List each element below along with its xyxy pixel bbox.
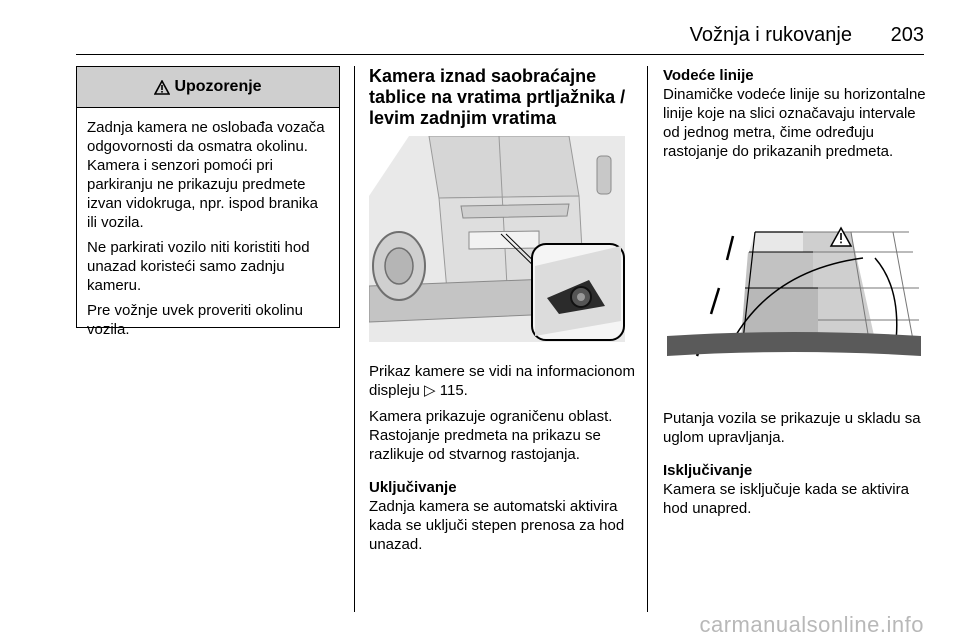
column-divider-1 [354, 66, 355, 612]
column-2-text [369, 362, 639, 554]
warning-paragraph-1: Zadnja kamera ne oslobađa vozača odgovornosti da osmatra okolinu. Kamera i senzori pomoći pri parkiranju ne prikazuju predmete izvan vidokruga, npr. ispod branika ili vozila. [87, 119, 325, 231]
page-ref-arrow-icon: ▷ [424, 382, 436, 399]
column-2 [369, 66, 639, 129]
warning-header [77, 67, 339, 108]
chapter-title: Vožnja i rukovanje [689, 24, 852, 46]
warning-triangle-icon [154, 80, 170, 95]
camera-display-text: Prikaz kamere se vidi na informacionom displeju ▷ 115. [369, 363, 635, 399]
page-header [0, 0, 960, 56]
column-3-text [663, 409, 933, 518]
warning-paragraph-2: Ne parkirati vozilo niti koristiti hod unazad koristeći samo zadnju kameru. [87, 239, 310, 294]
column-divider-2 [647, 66, 648, 612]
deactivation-subheading: Isključivanje [663, 462, 753, 479]
rear-camera-illustration [369, 136, 625, 342]
camera-display-illustration [663, 210, 925, 392]
column-3 [663, 66, 933, 161]
trajectory-text: Putanja vozila se prikazuje u skladu sa uglom upravljanja. [663, 410, 921, 446]
deactivation-text: Kamera se isključuje kada se aktivira hod unapred. [663, 481, 909, 517]
guidelines-subheading: Vodeće linije [663, 67, 754, 84]
header-rule [76, 54, 924, 55]
activation-subheading: Uključivanje [369, 479, 457, 496]
watermark: carmanualsonline.info [699, 612, 924, 637]
page-number: 203 [890, 24, 924, 46]
guidelines-text: Dinamičke vodeće linije su horizontalne linije koje na slici označavaju intervale od jednog metra, čime određuju rastojanje do prikazanih predmeta. [663, 86, 926, 160]
section-heading: Kamera iznad saobraćajne tablice na vratima prtljažnika / levim zadnjim vratima [369, 66, 626, 128]
warning-paragraph-3: Pre vožnje uvek proveriti okolinu vozila. [87, 302, 303, 338]
warning-title: Upozorenje [174, 78, 262, 95]
warning-box [76, 66, 340, 338]
activation-text: Zadnja kamera se automatski aktivira kada se uključi stepen prenosa za hod unazad. [369, 498, 625, 553]
limited-area-text: Kamera prikazuje ograničenu oblast. Rastojanje predmeta na prikazu se razlikuje od stvarnog rastojanja. [369, 408, 613, 463]
warning-body [77, 108, 339, 339]
